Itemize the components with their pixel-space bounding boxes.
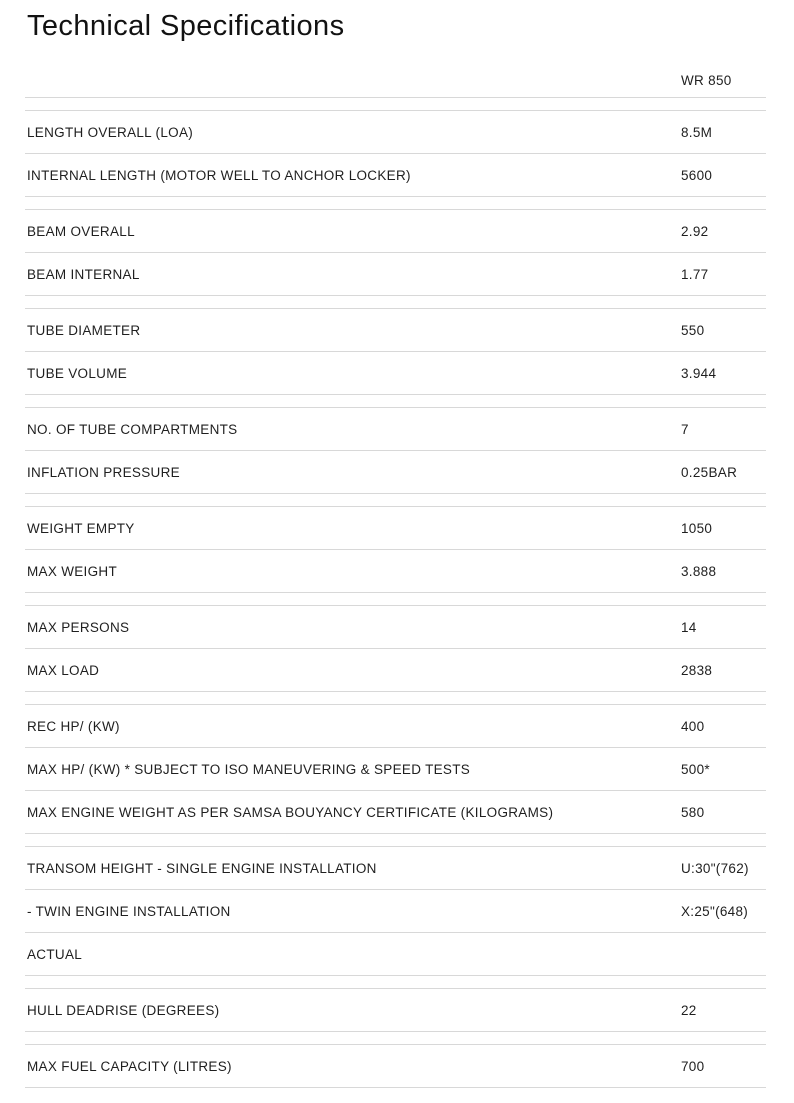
group-divider	[25, 593, 766, 606]
spec-value: 7	[681, 421, 689, 437]
spec-row	[25, 606, 766, 649]
spec-row	[25, 847, 766, 890]
spec-row	[25, 408, 766, 451]
spec-label: MAX ENGINE WEIGHT AS PER SAMSA BOUYANCY CERTIFICATE (KILOGRAMS)	[27, 804, 554, 820]
spec-value: 2.92	[681, 223, 709, 239]
spec-row	[25, 791, 766, 834]
spec-label: BEAM INTERNAL	[27, 266, 140, 282]
spec-row	[25, 111, 766, 154]
spec-label: MAX LOAD	[27, 662, 100, 678]
spec-value: 580	[681, 804, 705, 820]
spec-label: TUBE DIAMETER	[27, 322, 141, 338]
table-header-row	[25, 44, 766, 98]
spec-label: WEIGHT EMPTY	[27, 520, 135, 536]
spec-label: TUBE VOLUME	[27, 365, 128, 381]
page-title: Technical Specifications	[27, 10, 345, 42]
spec-label: MAX PERSONS	[27, 619, 130, 635]
spec-row	[25, 1045, 766, 1088]
group-divider	[25, 395, 766, 408]
spec-value: 8.5M	[681, 124, 713, 140]
spec-row	[25, 507, 766, 550]
spec-label: MAX WEIGHT	[27, 563, 117, 579]
spec-row	[25, 253, 766, 296]
spec-value: 550	[681, 322, 705, 338]
spec-value: U:30"(762)	[681, 860, 749, 876]
spec-value: 2838	[681, 662, 713, 678]
column-header-model: WR 850	[681, 73, 732, 88]
spec-label: REC HP/ (KW)	[27, 718, 120, 734]
spec-label: ACTUAL	[27, 946, 83, 962]
spec-value: 1.77	[681, 266, 709, 282]
group-divider	[25, 834, 766, 847]
spec-label: INTERNAL LENGTH (MOTOR WELL TO ANCHOR LOCKER)	[27, 167, 411, 183]
spec-value: 3.944	[681, 365, 717, 381]
group-divider	[25, 1032, 766, 1045]
spec-row	[25, 210, 766, 253]
spec-value: X:25"(648)	[681, 903, 749, 919]
spec-row	[25, 649, 766, 692]
spec-row	[25, 989, 766, 1032]
spec-row	[25, 890, 766, 933]
group-divider	[25, 692, 766, 705]
spec-row	[25, 748, 766, 791]
spec-label: - TWIN ENGINE INSTALLATION	[27, 903, 231, 919]
spec-value: 5600	[681, 167, 713, 183]
spec-row	[25, 933, 766, 976]
group-divider	[25, 197, 766, 210]
group-divider	[25, 296, 766, 309]
spec-row	[25, 705, 766, 748]
spec-label: MAX HP/ (KW) * SUBJECT TO ISO MANEUVERING & SPEED TESTS	[27, 761, 471, 777]
spec-value: 700	[681, 1058, 705, 1074]
spec-label: INFLATION PRESSURE	[27, 464, 180, 480]
spec-value: 1050	[681, 520, 713, 536]
spec-label: MAX FUEL CAPACITY (LITRES)	[27, 1058, 232, 1074]
spec-row	[25, 550, 766, 593]
spec-rows-container	[25, 111, 766, 1088]
spec-value: 14	[681, 619, 697, 635]
spec-label: NO. OF TUBE COMPARTMENTS	[27, 421, 238, 437]
spec-label: TRANSOM HEIGHT - SINGLE ENGINE INSTALLATION	[27, 860, 377, 876]
spec-label: HULL DEADRISE (DEGREES)	[27, 1002, 220, 1018]
spec-value: 500*	[681, 761, 710, 777]
spec-label: BEAM OVERALL	[27, 223, 135, 239]
spec-label: LENGTH OVERALL (LOA)	[27, 124, 194, 140]
spec-row	[25, 451, 766, 494]
group-divider	[25, 98, 766, 111]
spec-value: 0.25BAR	[681, 464, 738, 480]
spec-value: 400	[681, 718, 705, 734]
spec-value: 3.888	[681, 563, 717, 579]
group-divider	[25, 976, 766, 989]
spec-row	[25, 352, 766, 395]
specs-table	[25, 44, 766, 1088]
spec-row	[25, 154, 766, 197]
spec-value: 22	[681, 1002, 697, 1018]
group-divider	[25, 494, 766, 507]
spec-row	[25, 309, 766, 352]
